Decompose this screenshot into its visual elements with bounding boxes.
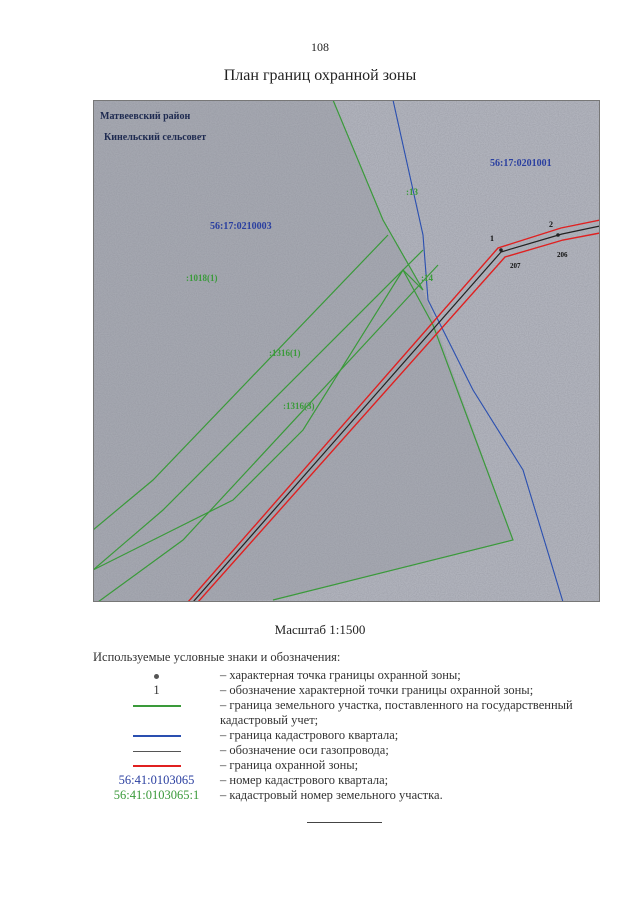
parcel-label-1316-1: :1316(1) <box>269 348 301 358</box>
legend-symbol-parcel-number: 56:41:0103065:1 <box>113 788 200 802</box>
document-title: План границ охранной зоны <box>223 67 417 84</box>
quarter-label-right: 56:17:0201001 <box>490 158 552 169</box>
legend-desc-parcel-boundary: – граница земельного участка, поставленного на государственный кадастровый учет; <box>220 698 573 727</box>
boundary-point-2 <box>556 233 560 237</box>
point-label-207: 207 <box>510 262 521 270</box>
page-number: 108 <box>311 40 329 54</box>
legend-symbol-quarter-boundary <box>93 728 220 743</box>
protection-zone-map <box>93 100 600 602</box>
council-label: Кинельский сельсовет <box>104 132 207 143</box>
point-label-206: 206 <box>557 251 568 259</box>
map-scale: Масштаб 1:1500 <box>274 622 366 637</box>
point-label-1: 1 <box>490 234 494 243</box>
parcel-label-13: :13 <box>406 187 418 197</box>
district-label: Матвеевский район <box>100 111 191 122</box>
legend-symbol-point <box>93 668 220 683</box>
boundary-point-1 <box>499 248 503 252</box>
legend-symbol-point-number: 1 <box>153 683 160 697</box>
legend-desc-point: – характерная точка границы охранной зоны; <box>220 668 461 682</box>
legend-desc-gas-axis: – обозначение оси газопровода; <box>220 743 389 757</box>
legend-title: Используемые условные знаки и обозначения: <box>93 650 341 664</box>
legend-desc-zone-boundary: – граница охранной зоны; <box>220 758 359 772</box>
legend-symbol-gas-axis <box>93 743 220 758</box>
legend-symbol-quarter-number: 56:41:0103065 <box>118 773 195 787</box>
legend-desc-quarter-number: – номер кадастрового квартала; <box>220 773 389 787</box>
legend-symbol-parcel-boundary <box>93 698 220 713</box>
quarter-label-left: 56:17:0210003 <box>210 221 272 232</box>
parcel-label-1316-3: :1316(3) <box>283 401 315 411</box>
legend-symbol-zone-boundary <box>93 758 220 773</box>
parcel-label-1018: :1018(1) <box>186 273 218 283</box>
footer-rule <box>307 822 382 823</box>
legend-desc-parcel-number: – кадастровый номер земельного участка. <box>220 788 443 802</box>
parcel-label-14: :14 <box>421 273 433 283</box>
legend-desc-point-number: – обозначение характерной точки границы охранной зоны; <box>220 683 534 697</box>
legend-desc-quarter-boundary: – граница кадастрового квартала; <box>220 728 399 742</box>
point-label-2: 2 <box>549 220 553 229</box>
